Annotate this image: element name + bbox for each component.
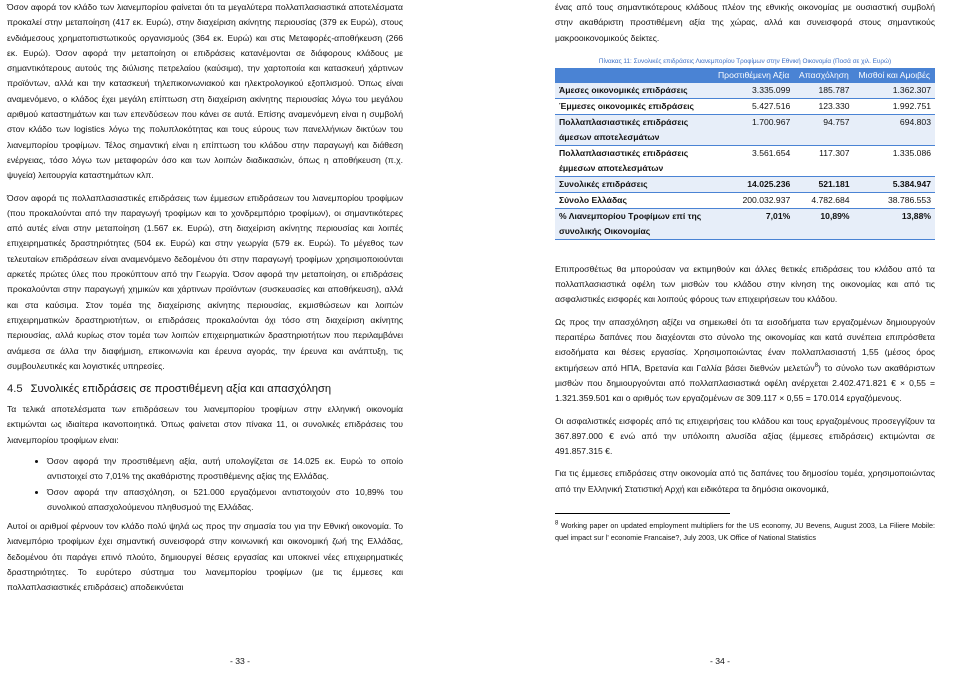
footnote-number: 8	[555, 520, 559, 527]
table-row	[555, 145, 935, 176]
footnote-text: Working paper on updated employment multipliers for the US economy, JU Bevens, August 2003, La Filiere Mobile: quel impact sur l' economie Francaise?, July 2003, UK Office of National Statistics	[555, 521, 935, 543]
left-paragraph-3: Τα τελικά αποτελέσματα των επιδράσεων του λιανεμπορίου τροφίμων στην ελληνική οικονομία εκτιμώνται ως ιδιαίτερα ικανοποιητικά. Όπως φαίνεται στον πίνακα 11, οι συνολικές επιδράσεις του λιανεμπορίου τροφίμων είναι:	[7, 404, 403, 445]
cell-employment: 10,89%	[794, 208, 853, 239]
cell-value-added: 5.427.516	[713, 98, 794, 114]
bullet-item-value-added: • Όσον αφορά την προστιθέμενη αξία, αυτή υπολογίζεται σε 14.025 εκ. Ευρώ το οποίο αντιστοιχεί στο 7,01% της ακαθάριστης προστιθέμενης αξίας της Ελλάδας.	[47, 454, 403, 484]
right-text-column	[555, 0, 935, 544]
table-row	[555, 83, 935, 99]
section-heading	[7, 382, 403, 396]
row-label: Συνολικές επιδράσεις	[555, 176, 713, 192]
footnote-reference: 8	[814, 362, 819, 369]
table-row	[555, 98, 935, 114]
table-row	[555, 114, 935, 145]
table-row-percentage	[555, 208, 935, 239]
row-label: Σύνολο Ελλάδας	[555, 192, 713, 208]
bullet-item-employment: • Όσον αφορά την απασχόληση, οι 521.000 εργαζόμενοι αντιστοιχούν στο 10,89% του συνολικού απασχολούμενου πληθυσμού της Ελλάδας.	[47, 485, 403, 515]
row-label: Έμμεσες οικονομικές επιδράσεις	[555, 98, 713, 114]
section-title: Συνολικές επιδράσεις σε προστιθέμενη αξία και απασχόληση	[30, 383, 332, 396]
cell-wages: 38.786.553	[854, 192, 935, 208]
cell-value-added: 1.700.967	[713, 114, 794, 145]
cell-wages: 1.362.307	[854, 83, 935, 99]
right-paragraph-2: Επιπροσθέτως θα μπορούσαν να εκτιμηθούν και άλλες θετικές επιδράσεις του κλάδου από τα πολλαπλασιαστικά οφέλη των μισθών του κλάδου στην κίνηση της οικονομίας και από τις ασφαλιστικές εισφορές και λοιπούς φόρους των επιχειρήσεων του κλάδου.	[555, 263, 935, 305]
header-wages: Μισθοί και Αμοιβές	[854, 68, 935, 83]
table-caption: Πίνακας 11: Συνολικές επιδράσεις Λιανεμπορίου Τροφίμων στην Εθνική Οικονομία (Ποσά σε χιλ. Ευρώ)	[598, 57, 892, 65]
right-page	[480, 0, 960, 674]
impact-table	[555, 68, 935, 240]
header-employment: Απασχόληση	[794, 68, 853, 83]
row-label: Πολλαπλασιαστικές επιδράσεις έμμεσων αποτελεσμάτων	[555, 145, 713, 176]
cell-wages: 5.384.947	[854, 176, 935, 192]
cell-employment: 4.782.684	[794, 192, 853, 208]
row-label: Πολλαπλασιαστικές επιδράσεις άμεσων αποτελεσμάτων	[555, 114, 713, 145]
cell-employment: 185.787	[794, 83, 853, 99]
cell-wages: 1.335.086	[854, 145, 935, 176]
right-paragraph-3-part-a: Ως προς την απασχόληση αξίζει να σημειωθεί ότι τα εισοδήματα των εργαζομένων δημιουργούν περαιτέρω δαπάνες που διαχέονται στο σύνολο της οικονομίας και κατά συνέπεια επιπρόσθετα εισοδήματα και θέσεις εργασίας. Χρησιμοποιώντας έναν πολλαπλασιαστή 1,55 (μέσος όρος εκτιμήσεων από ΗΠΑ, Βρετανία και Γαλλία βάσει διεθνών μελετών	[555, 316, 935, 373]
cell-wages: 694.803	[854, 114, 935, 145]
table-corner-cell	[555, 68, 713, 83]
left-paragraph-4: Αυτοί οι αριθμοί φέρνουν τον κλάδο πολύ ψηλά ως προς την σημασία του για την Εθνική οικονομία. Το λιανεμπόριο τροφίμων έχει σημαντική συνεισφορά στην κοινωνική και οικονομική ζωή της Ελλάδας, δεδομένου ότι παράγει επινό πλούτο, δημιουργεί θέσεις εργασίας και υποκινεί νέες επιχειρηματικές δραστηριότητες. Το ευρύτερο σύστημα του λιανεμπορίου τροφίμων (με τις έμμεσες και πολλαπλασιαστικές επιδράσεις) αποδεικνύεται	[7, 521, 403, 593]
right-paragraph-1: ένας από τους σημαντικότερους κλάδους πλέον της εθνικής οικονομίας με ουσιαστική συμβολή στην ακαθάριστη προστιθέμενη αξία της χώρας, αλλά και συνεισφορά στους σημαντικούς μακροοικονομικούς δείκτες.	[555, 2, 935, 43]
right-paragraph-3	[555, 315, 935, 407]
footnote-separator	[555, 513, 730, 514]
cell-value-added: 3.335.099	[713, 83, 794, 99]
table-row-greece	[555, 192, 935, 208]
cell-value-added: 3.561.654	[713, 145, 794, 176]
cell-wages: 13,88%	[854, 208, 935, 239]
cell-employment: 123.330	[794, 98, 853, 114]
row-label: % Λιανεμπορίου Τροφίμων επί της συνολικής Οικονομίας	[555, 208, 713, 239]
right-paragraph-5: Για τις έμμεσες επιδράσεις στην οικονομία από τις δαπάνες του δημοσίου τομέα, χρησιμοποιώντας από την Ελληνική Στατιστική Αρχή και ειδικότερα τα δημόσια οικονομικά,	[555, 468, 935, 494]
cell-value-added: 7,01%	[713, 208, 794, 239]
table-row-total	[555, 176, 935, 192]
row-label: Άμεσες οικονομικές επιδράσεις	[555, 83, 713, 99]
page-number-left: - 33 -	[229, 656, 251, 666]
footnote	[555, 520, 935, 544]
header-value-added: Προστιθέμενη Αξία	[713, 68, 794, 83]
left-text-column	[7, 0, 403, 596]
bullet-list	[7, 454, 403, 515]
left-paragraph-1: Όσον αφορά τον κλάδο των λιανεμπορίου φαίνεται ότι τα μεγαλύτερα πολλαπλασιαστικά αποτελέσματα προκαλεί στην μεταποίηση (417 εκ. Ευρώ), στην διαχείριση ακίνητης περιουσίας (379 εκ Ευρώ), στους ενδιάμεσους χρηματοπιστωτικούς οργανισμούς (364 εκ. Ευρώ) και στις Μεταφορές-αποθήκευση (266 εκ. Ευρώ). Όσον αφορά την μεταποίηση οι επιδράσεις κατανέμονται σε διάφορους κλάδους με σημαντικότερους αυτούς της διύλισης πετρελαίου (καύσιμα), την χαρτοποιία και κατασκευή χάρτινων προϊόντων, αλλά και την κατασκευή τηλεπικοινωνιακού και ηλεκτρολογικού εξοπλισμού. Όπως είναι αναμενόμενο, ο κλάδος έχει μεγάλη επίπτωση στη διαχείριση ακίνητης περιουσίας λόγω του μεγάλου αριθμού καταστημάτων και των επενδύσεων που κάνει σε αυτά. Επίσης αναμενόμενη είναι η συμβολή στον κλάδο των logistics λόγω της πολυπλοκότητας και τους εύρους των πανελλήνιων δικτύων του λιανεμπορίου τροφίμων. Τέλος σημαντική είναι η επίπτωση του κλάδου στην παραγωγή και διάθεση ενέργειας, τόσο λόγω των μεταφορών όσο και των λοιπών διαδικασιών, όπως η αποθήκευση (π.χ. ψυγεία) λειτουργία καταστημάτων κλπ.	[7, 2, 403, 181]
cell-value-added: 200.032.937	[713, 192, 794, 208]
section-number: 4.5	[7, 383, 23, 396]
cell-value-added: 14.025.236	[713, 176, 794, 192]
cell-wages: 1.992.751	[854, 98, 935, 114]
left-paragraph-2: Όσον αφορά τις πολλαπλασιαστικές επιδράσεις των έμμεσων επιδράσεων του λιανεμπορίου τροφίμων (που προκαλούνται από την παραγωγή τροφίμων και το χονδρεμπόριο τροφίμων), οι σημαντικότερες από αυτές είναι στην μεταποίηση (1.567 εκ. Ευρώ), στη διαχείριση ακίνητης περιουσίας και λοιπές επιχειρηματικές δραστηριότητες (504 εκ. Ευρώ) και στην γεωργία (579 εκ. Ευρώ). Το μέγεθος των τελευταίων επιδράσεων είναι αναμενόμενο δεδομένου ότι στην παραγωγή τροφίμων χρησιμοποιούνται αρκετές πρώτες ύλες που προκύπτουν από την Γεωργία. Όσον αφορά την μεταποίηση, οι επιδράσεις προκαλούνται στην παραγωγή χημικών και χάρτινων προϊόντων (συσκευασίες και αποθήκευση), αλλά και στα καύσιμα. Στον τομέα της διαχείρισης ακίνητης περιουσίας, εκμισθώσεων και λοιπών επιχειρηματικών δραστηριοτήτων, οι επιδράσεις προκαλούνται όχι τόσο στη διαχείριση ακίνητης περιουσίας, αλλά κυρίως στον τομέα των λοιπών επιχειρηματικών δραστηριοτήτων που περιλαμβάνει ανάμεσα σε άλλα την διαφήμιση, επικοινωνία και έρευνα αγοράς, την έρευνα και ανάπτυξη, τις συμβουλευτικές και λογιστικές υπηρεσίες.	[7, 192, 403, 371]
cell-employment: 117.307	[794, 145, 853, 176]
cell-employment: 94.757	[794, 114, 853, 145]
table-header-row	[555, 68, 935, 83]
right-paragraph-3-part-b: ) το σύνολο των ακαθάριστων μισθών που δημιουργούνται από πολλαπλασιαστικά οφέλη ανέρχεται 2.402.471.821 € × 0,55 = 1.321.359.501 και ο αριθμός των εργαζομένων σε 309.117 × 0,55 = 170.014 εργαζόμενους.	[555, 362, 935, 404]
page-number-right: - 34 -	[709, 656, 731, 666]
right-paragraph-4: Οι ασφαλιστικές εισφορές από τις επιχειρήσεις του κλάδου και τους εργαζομένους προσεγγίζουν τα 367.897.000 € ενώ από την υπόλοιπη αλυσίδα αξίας (έμμεσες επιδράσεις) εκτιμώνται σε 491.857.315 €.	[555, 415, 935, 457]
cell-employment: 521.181	[794, 176, 853, 192]
